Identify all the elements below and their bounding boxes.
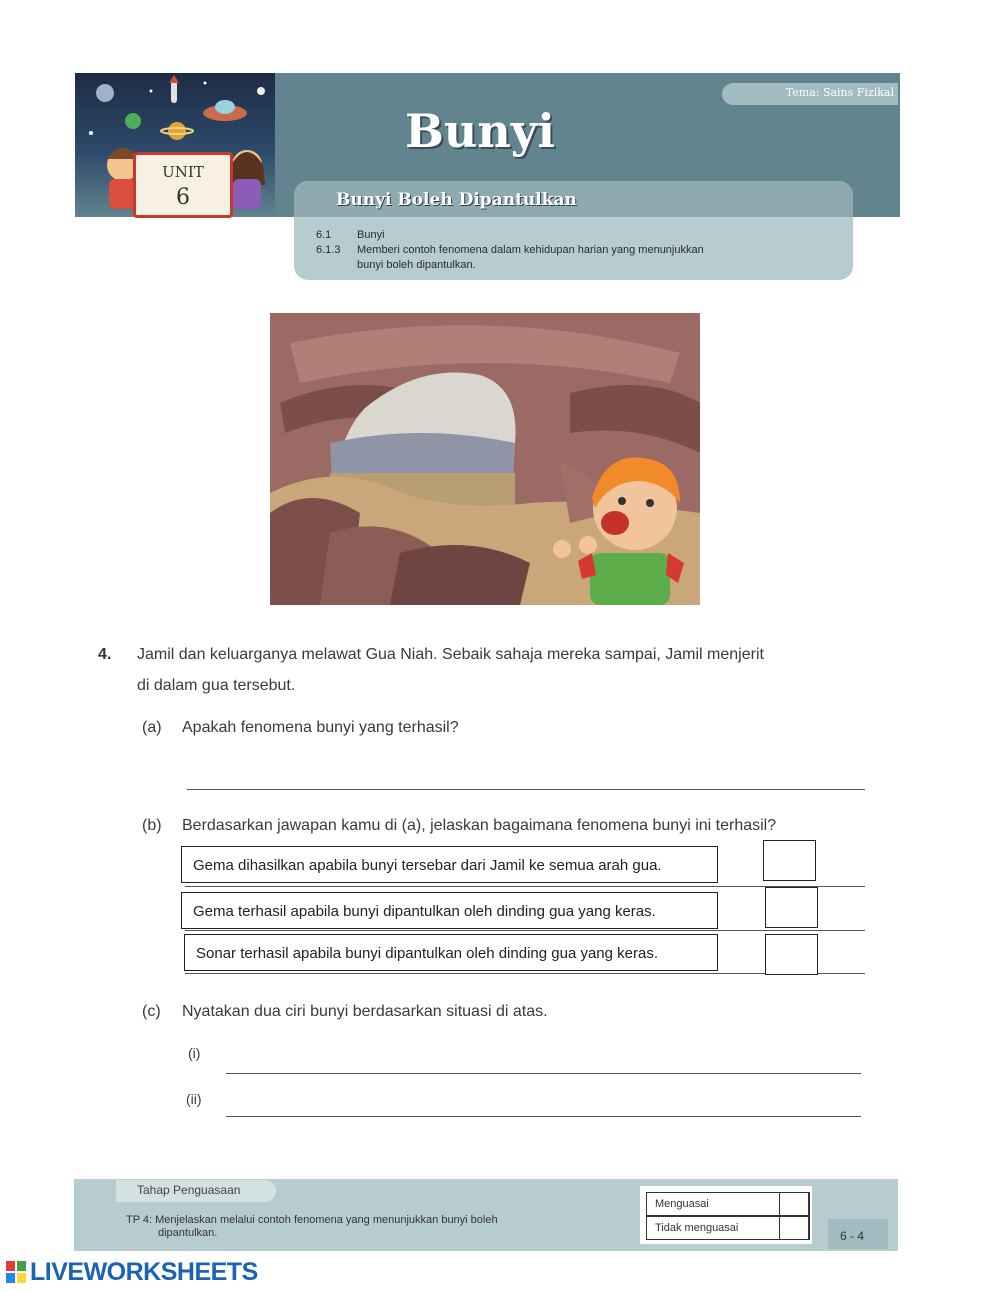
part-b-label: (b): [142, 817, 162, 834]
answer-line-c1[interactable]: [226, 1073, 861, 1074]
unit-book: [133, 152, 233, 218]
tp-description: TP 4: Menjelaskan melalui contoh fenomena yang menunjukkan bunyi boleh: [126, 1214, 498, 1226]
choice-underline: [185, 973, 865, 974]
tp-description: dipantulkan.: [158, 1227, 218, 1239]
choice-option-2[interactable]: Gema terhasil apabila bunyi dipantulkan oleh dinding gua yang keras.: [181, 892, 718, 929]
part-b-text: Berdasarkan jawapan kamu di (a), jelaskan bagaimana fenomena bunyi ini terhasil?: [182, 817, 777, 834]
mastery-row: [646, 1192, 810, 1216]
mastery-table: [640, 1186, 812, 1244]
standard-code: 6.1.3: [316, 244, 341, 256]
mastery-label: Tidak menguasai: [655, 1222, 739, 1234]
question-stem: Jamil dan keluarganya melawat Gua Niah. Sebaik sahaja mereka sampai, Jamil menjerit: [137, 646, 764, 663]
cave-illustration: [270, 313, 700, 605]
choice-option-3[interactable]: Sonar terhasil apabila bunyi dipantulkan oleh dinding gua yang keras.: [184, 934, 718, 971]
liveworksheets-logo-icon: [6, 1261, 26, 1283]
mastery-row: [646, 1216, 810, 1240]
standard-text: Memberi contoh fenomena dalam kehidupan harian yang menunjukkan: [357, 244, 704, 256]
brand-name[interactable]: LIVEWORKSHEETS: [30, 1258, 258, 1286]
part-a-text: Apakah fenomena bunyi yang terhasil?: [182, 719, 459, 736]
standard-text: Bunyi: [357, 229, 385, 241]
question-stem: di dalam gua tersebut.: [137, 677, 296, 694]
choice-underline: [185, 930, 865, 931]
question-number: 4.: [98, 646, 112, 663]
mastery-label: Menguasai: [655, 1198, 709, 1210]
part-c-label: (c): [142, 1003, 161, 1020]
unit-number: 6: [176, 185, 190, 210]
part-c-item-label: (i): [188, 1045, 201, 1061]
subtopic-title: Bunyi Boleh Dipantulkan: [336, 190, 577, 210]
standard-code: 6.1: [316, 229, 332, 241]
choice-checkbox-3[interactable]: [765, 934, 818, 975]
unit-label: UNIT: [162, 163, 204, 181]
choice-checkbox-1[interactable]: [763, 840, 816, 881]
choice-checkbox-2[interactable]: [765, 887, 818, 928]
answer-line-a[interactable]: [187, 789, 865, 790]
mastery-checkbox[interactable]: [779, 1192, 809, 1216]
part-c-item-label: (ii): [186, 1091, 202, 1107]
choice-option-1[interactable]: Gema dihasilkan apabila bunyi tersebar dari Jamil ke semua arah gua.: [181, 846, 718, 883]
part-c-text: Nyatakan dua ciri bunyi berdasarkan situasi di atas.: [182, 1003, 548, 1020]
tema-label: Tema: Sains Fizikal: [785, 86, 894, 99]
answer-line-c2[interactable]: [226, 1116, 861, 1117]
page-number: 6 - 4: [840, 1229, 865, 1243]
page-title: Bunyi: [405, 104, 555, 158]
mastery-checkbox[interactable]: [779, 1216, 809, 1240]
choice-underline: [185, 886, 865, 887]
part-a-label: (a): [142, 719, 162, 736]
standard-text: bunyi boleh dipantulkan.: [357, 259, 476, 271]
tahap-label: Tahap Penguasaan: [137, 1183, 241, 1197]
